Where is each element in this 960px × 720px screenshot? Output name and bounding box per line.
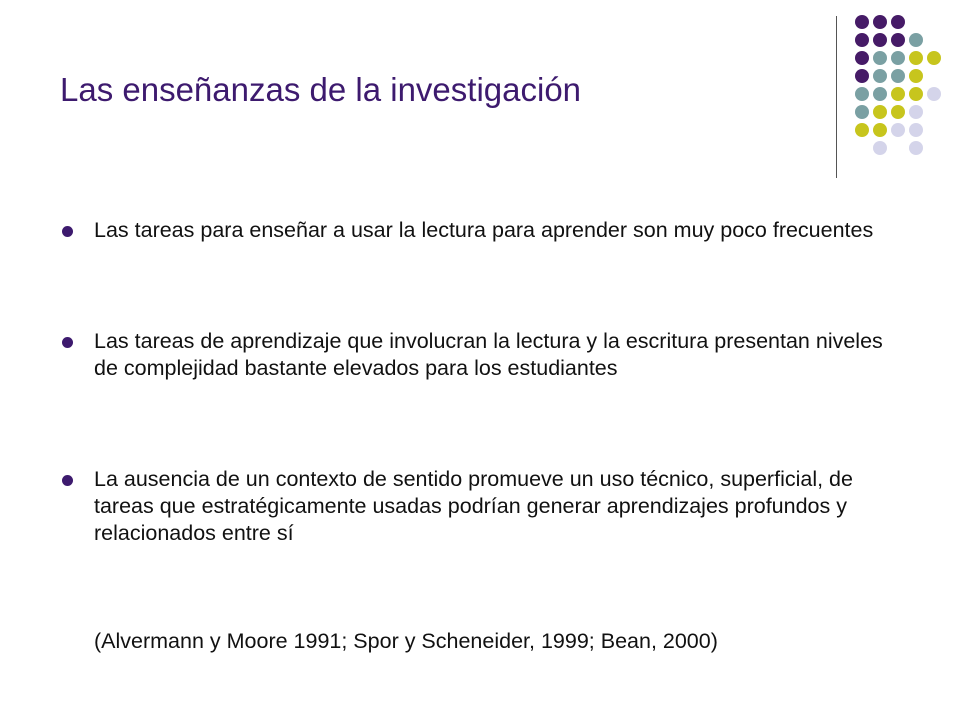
bullet-item <box>94 466 894 547</box>
bullet-item <box>94 217 894 244</box>
bullet-item <box>94 328 894 382</box>
slide-title: Las enseñanzas de la investigación <box>60 71 582 108</box>
bullet-text: La ausencia de un contexto de sentido promueve un uso técnico, superficial, de tareas que estratégicamente usadas podrían generar aprendizajes profundos y relacionados entre sí <box>94 467 853 545</box>
bullet-marker <box>62 226 73 237</box>
bullet-marker <box>62 337 73 348</box>
bullet-text: Las tareas para enseñar a usar la lectura para aprender son muy poco frecuentes <box>94 218 874 242</box>
bullet-marker <box>62 475 73 486</box>
citation: (Alvermann y Moore 1991; Spor y Scheneider, 1999; Bean, 2000) <box>94 629 718 653</box>
bullet-text: Las tareas de aprendizaje que involucran la lectura y la escritura presentan niveles de complejidad bastante elevados para los estudiantes <box>94 329 883 380</box>
